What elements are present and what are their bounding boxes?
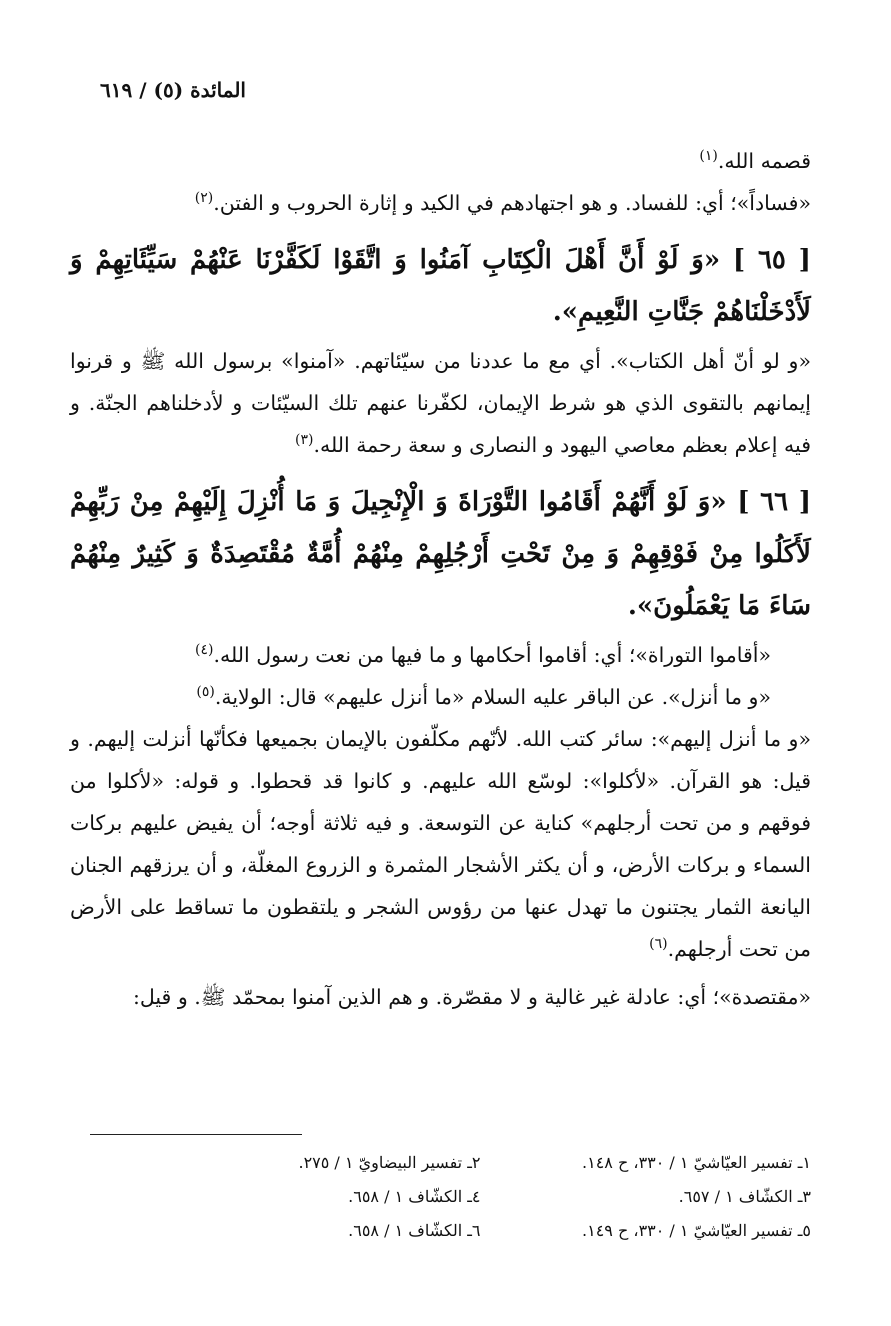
commentary-text: «و ما أنزل». عن الباقر عليه السلام «ما أنزل عليهم» قال: الولاية. <box>214 685 771 709</box>
commentary-text: «أقاموا التوراة»؛ أي: أقاموا أحكامها و ما فيها من نعت رسول الله. <box>213 643 771 667</box>
commentary-text: «و ما أنزل إليهم»: سائر كتب الله. لأنّهم مكلّفون بالإيمان بجميعها فكأنّها أنزلت إليهم. و قيل: هو القرآن. «لأكلوا»: لوسّع الله عليهم. و كانوا قد قحطوا. و قوله: «لأكلوا من فوقهم و من تحت أرجلهم» كناية عن التوسعة. و فيه ثلاثة أوجه؛ أن يفيض عليهم بركات السماء و بركات الأرض، و أن يكثر الأشجار المثمرة و الزروع المغلّة، و أن يرزقهم الجنان اليانعة الثمار يجتنون ما تهدل عنها من رؤوس الشجر و يلتقطون ما تساقط على الأرض من تحت أرجلهم. <box>70 727 811 961</box>
commentary-65 <box>70 340 811 466</box>
verse-66: [ ٦٦ ] «وَ لَوْ أَنَّهُمْ أَقَامُوا التَّوْرَاةَ وَ الْإِنْجِيلَ وَ مَا أُنْزِلَ إِلَيْهِمْ مِنْ رَبِّهِمْ لَأَكَلُوا مِنْ فَوْقِهِمْ وَ مِنْ تَحْتِ أَرْجُلِهِمْ مِنْهُمْ أُمَّةٌ مُقْتَصِدَةٌ وَ كَثِيرٌ مِنْهُمْ سَاءَ مَا يَعْمَلُونَ». <box>70 487 811 621</box>
footnote-ref: (٦) <box>649 936 668 953</box>
paragraph <box>70 182 811 224</box>
footnotes <box>180 1150 811 1244</box>
footnote: ٣ـ الكشّاف ١ / ٦٥٧. <box>678 1187 811 1206</box>
footnote: ٦ـ الكشّاف ١ / ٦٥٨. <box>348 1221 481 1240</box>
commentary-66-item <box>70 718 811 970</box>
commentary-text: «و لو أنّ أهل الكتاب». أي مع ما عددنا من سيّئاتهم. «آمنوا» برسول الله ﷺ و قرنوا إيمانهم بالتقوى الذي هو شرط الإيمان، لكفّرنا عنهم تلك السيّئات و لأدخلناهم الجنّة. و فيه إعلام بعظم معاصي اليهود و النصارى و سعة رحمة الله. <box>70 349 811 457</box>
paragraph-text: قصمه الله. <box>717 149 811 173</box>
paragraph <box>70 140 811 182</box>
footnote: ١ـ تفسير العيّاشيّ ١ / ٣٣٠، ح ١٤٨. <box>582 1153 811 1172</box>
commentary-66-item <box>70 634 811 676</box>
footnote-divider <box>90 1134 302 1135</box>
footnote-ref: (٤) <box>195 642 214 659</box>
footnote-ref: (٥) <box>196 684 215 701</box>
paragraph-text: «فساداً»؛ أي: للفساد. و هو اجتهادهم في الكيد و إثارة الحروب و الفتن. <box>213 191 811 215</box>
footnote-ref: (١) <box>699 148 718 165</box>
footnote: ٤ـ الكشّاف ١ / ٦٥٨. <box>348 1187 481 1206</box>
footnote-ref: (٣) <box>294 432 314 449</box>
last-line: «مقتصدة»؛ أي: عادلة غير غالية و لا مقصّرة. و هم الذين آمنوا بمحمّد ﷺ. و قيل: <box>132 985 811 1009</box>
footnote-ref: (٢) <box>194 190 214 207</box>
running-header: المائدة (٥) / ٦١٩ <box>100 78 246 102</box>
footnote: ٥ـ تفسير العيّاشيّ ١ / ٣٣٠، ح ١٤٩. <box>582 1221 811 1240</box>
verse-65: [ ٦٥ ] «وَ لَوْ أَنَّ أَهْلَ الْكِتَابِ آمَنُوا وَ اتَّقَوْا لَكَفَّرْنَا عَنْهُمْ سَيِّئَاتِهِمْ وَ لَأَدْخَلْنَاهُمْ جَنَّاتِ النَّعِيمِ». <box>70 245 811 327</box>
main-text <box>70 140 811 1018</box>
commentary-66-item <box>70 676 811 718</box>
footnote: ٢ـ تفسير البيضاويّ ١ / ٢٧٥. <box>298 1153 481 1172</box>
